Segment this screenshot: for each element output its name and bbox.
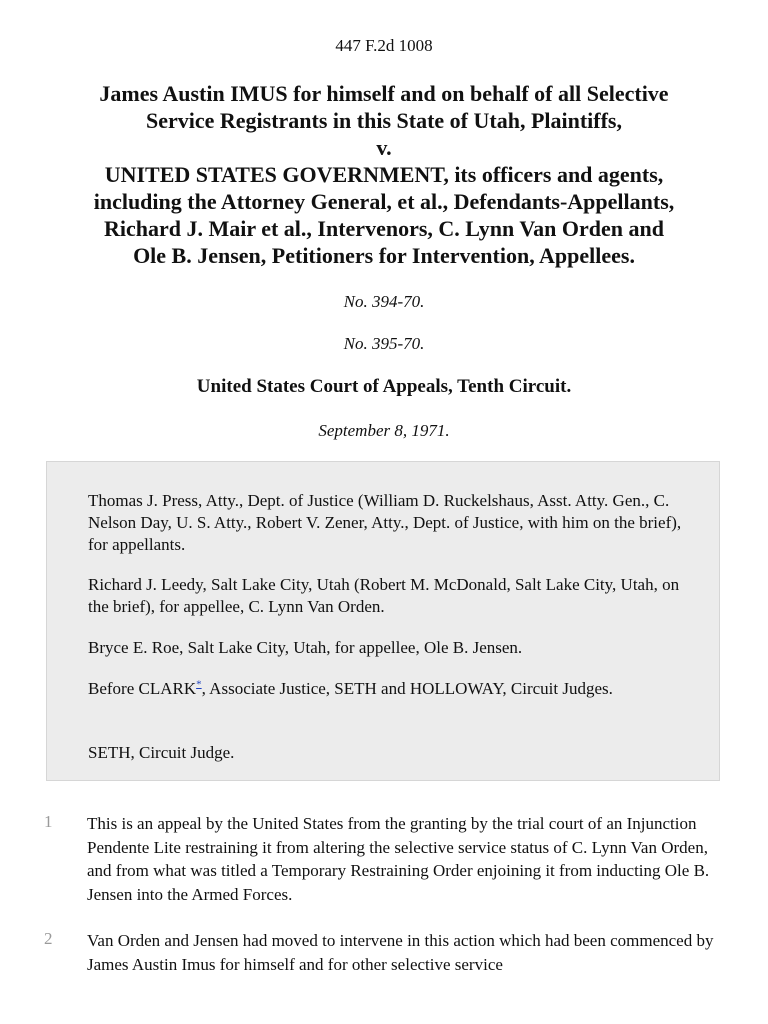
paragraph-text: Van Orden and Jensen had moved to intervene in this action which had been commenced by James Austin Imus for himself and for other selective service bbox=[87, 931, 714, 974]
footnote-link[interactable]: * bbox=[196, 678, 202, 691]
case-citation: 447 F.2d 1008 bbox=[335, 36, 433, 55]
title-line: Service Registrants in this State of Utah, Plaintiffs, bbox=[145, 108, 622, 133]
counsel-panel bbox=[46, 461, 720, 781]
paragraph-number: 2 bbox=[44, 929, 53, 948]
docket-number: No. 395-70. bbox=[343, 334, 425, 353]
title-line: Richard J. Mair et al., Intervenors, C. Lynn Van Orden and bbox=[103, 216, 665, 241]
opinion-author: SETH, Circuit Judge. bbox=[88, 743, 235, 762]
title-line: v. bbox=[376, 135, 392, 160]
panel-before-text: Before CLARK bbox=[88, 679, 197, 698]
title-line: UNITED STATES GOVERNMENT, its officers and agents, bbox=[104, 162, 664, 187]
title-line: Ole B. Jensen, Petitioners for Intervention, Appellees. bbox=[133, 243, 635, 268]
title-line: James Austin IMUS for himself and on behalf of all Selective bbox=[99, 81, 669, 106]
panel-judges bbox=[88, 678, 688, 700]
docket-number: No. 394-70. bbox=[343, 292, 425, 311]
court-name: United States Court of Appeals, Tenth Circuit. bbox=[196, 376, 572, 397]
paragraph-number: 1 bbox=[44, 812, 53, 831]
title-line: including the Attorney General, et al., Defendants-Appellants, bbox=[93, 189, 675, 214]
case-title bbox=[40, 80, 728, 269]
counsel-appellee-van-orden: Richard J. Leedy, Salt Lake City, Utah (Robert M. McDonald, Salt Lake City, Utah, on the brief), for appellee, C. Lynn Van Orden. bbox=[88, 575, 680, 616]
decision-date: September 8, 1971. bbox=[318, 421, 450, 440]
panel-after-text: , Associate Justice, SETH and HOLLOWAY, Circuit Judges. bbox=[201, 679, 613, 698]
counsel-appellants: Thomas J. Press, Atty., Dept. of Justice (William D. Ruckelshaus, Asst. Atty. Gen., C. Nelson Day, U. S. Atty., Robert V. Zener, Atty., Dept. of Justice, with him on the brief), for appellants. bbox=[88, 491, 682, 554]
paragraph-text: This is an appeal by the United States from the granting by the trial court of an Injunction Pendente Lite restraining it from altering the selective service status of C. Lynn Van Orden, and from what was titled a Temporary Restraining Order enjoining it from inducting Ole B. Jensen into the Armed Forces. bbox=[87, 814, 710, 904]
counsel-appellee-jensen: Bryce E. Roe, Salt Lake City, Utah, for appellee, Ole B. Jensen. bbox=[88, 638, 523, 657]
